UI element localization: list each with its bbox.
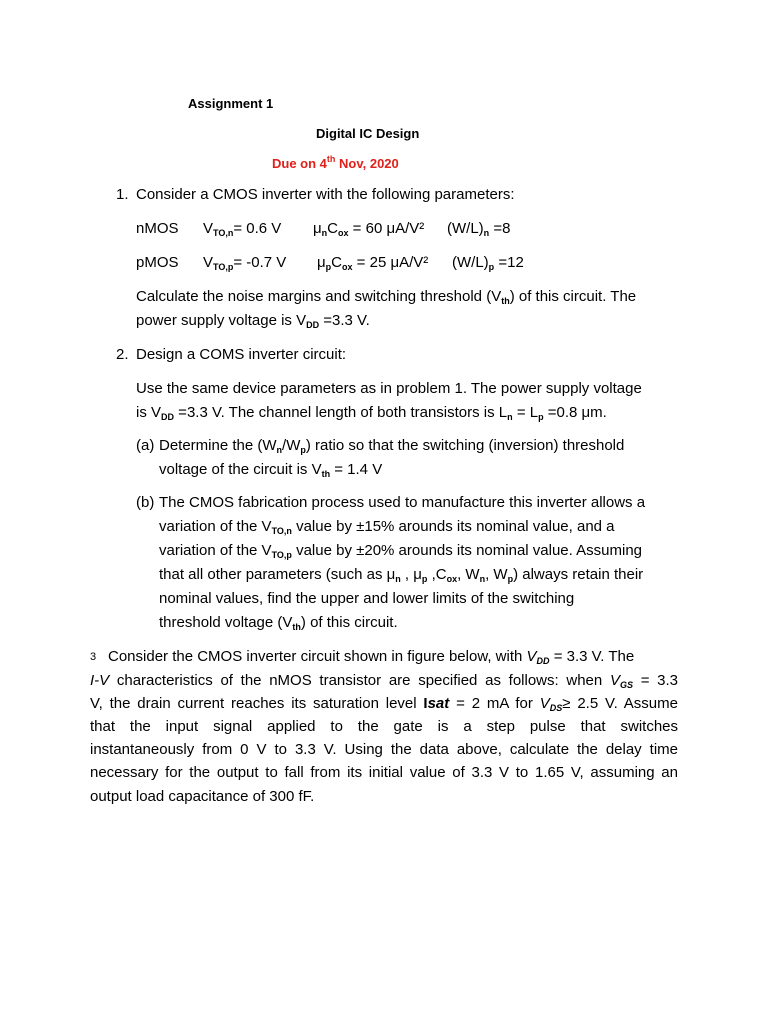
- q3-line4: that the input signal applied to the gate is a step pulse that switches: [90, 718, 678, 735]
- q2a-line2: voltage of the circuit is $V_{th} = 1.4$ V: [159, 461, 383, 479]
- q2a-line1: Determine the $(W_n/W_p)$ ratio so that the switching (inversion) threshold: [159, 437, 625, 455]
- due-date-prefix: Due on 4: [272, 156, 327, 171]
- due-date-sup: th: [326, 154, 336, 164]
- q2b-line3: variation of the $V_{TO,p}$ value by ±20% arounds its nominal value. Assuming: [159, 542, 643, 560]
- due-date: [272, 154, 399, 174]
- q3-line2: I-V characteristics of the nMOS transistor are specified as follows: when $V_{GS} = 3.3$: [90, 672, 679, 690]
- q1-intro: Consider a CMOS inverter with the following parameters:: [136, 186, 515, 203]
- q3-line6: necessary for the output to fall from its initial value of 3.3 V to 1.65 V, assuming an: [90, 764, 678, 781]
- q1-number: 1.: [116, 186, 129, 203]
- q2-para-line2: is $V_{DD} =3.3$ V. The channel length of both transistors is $L_n = L_p =0.8$ μm.: [136, 404, 607, 422]
- q1-nmos-wl: $(W/L)_n =8$: [447, 220, 511, 238]
- q2b-line2: variation of the $V_{TO,n}$ value by ±15% arounds its nominal value, and a: [159, 518, 615, 536]
- q2-number: 2.: [116, 346, 129, 363]
- q1-nmos-vto: $V_{TO,n}= 0.6$ V: [203, 220, 282, 238]
- q1-pmos-label: pMOS: [136, 254, 179, 271]
- q1-pmos-vto: $V_{TO,p}= -0.7$ V: [203, 254, 287, 272]
- assignment-title: Assignment 1: [188, 96, 274, 111]
- q2b-line1: The CMOS fabrication process used to manufacture this inverter allows a: [159, 494, 646, 511]
- q1-pmos-wl: $(W/L)_p =12$: [452, 254, 524, 272]
- q1-nmos-mu: $\mu_nC_{ox} = 60$ μA/V²: [313, 220, 425, 238]
- q3-number: 3: [90, 651, 97, 663]
- q2b-line5: nominal values, find the upper and lower limits of the switching: [159, 590, 575, 607]
- q1-task-line2: power supply voltage is $V_{DD} =3.3$ V.: [136, 312, 370, 330]
- q3-line3: V, the drain current reaches its saturation level Isat = 2 mA for $V_{DS}\ge 2.5$ V. Assume: [90, 695, 678, 713]
- q2b-label: (b): [136, 494, 155, 511]
- q3-line1: Consider the CMOS inverter circuit shown in figure below, with $V_{DD} = 3.3$ V. The: [108, 648, 635, 666]
- q1-pmos-mu: $\mu_pC_{ox} = 25$ μA/V²: [317, 254, 429, 272]
- q2-para-line1: Use the same device parameters as in problem 1. The power supply voltage: [136, 380, 642, 397]
- q1-nmos-label: nMOS: [136, 220, 179, 237]
- course-title: Digital IC Design: [316, 126, 420, 141]
- due-date-suffix: Nov, 2020: [335, 156, 399, 171]
- q3-line5: instantaneously from 0 V to 3.3 V. Using the data above, calculate the delay time: [90, 741, 678, 758]
- q3-line7: output load capacitance of 300 fF.: [90, 788, 315, 805]
- q2b-line4: that all other parameters (such as $\mu_n$ , $\mu_p$ $,C_{ox}$, $W_n$, $W_p$) always retain their: [159, 566, 644, 584]
- q2a-label: (a): [136, 437, 155, 454]
- q2b-line6: threshold voltage $(V_{th})$ of this circuit.: [159, 614, 398, 632]
- q1-task-line1: Calculate the noise margins and switching threshold $(V_{th})$ of this circuit. The: [136, 288, 637, 306]
- q2-title: Design a COMS inverter circuit:: [136, 346, 347, 363]
